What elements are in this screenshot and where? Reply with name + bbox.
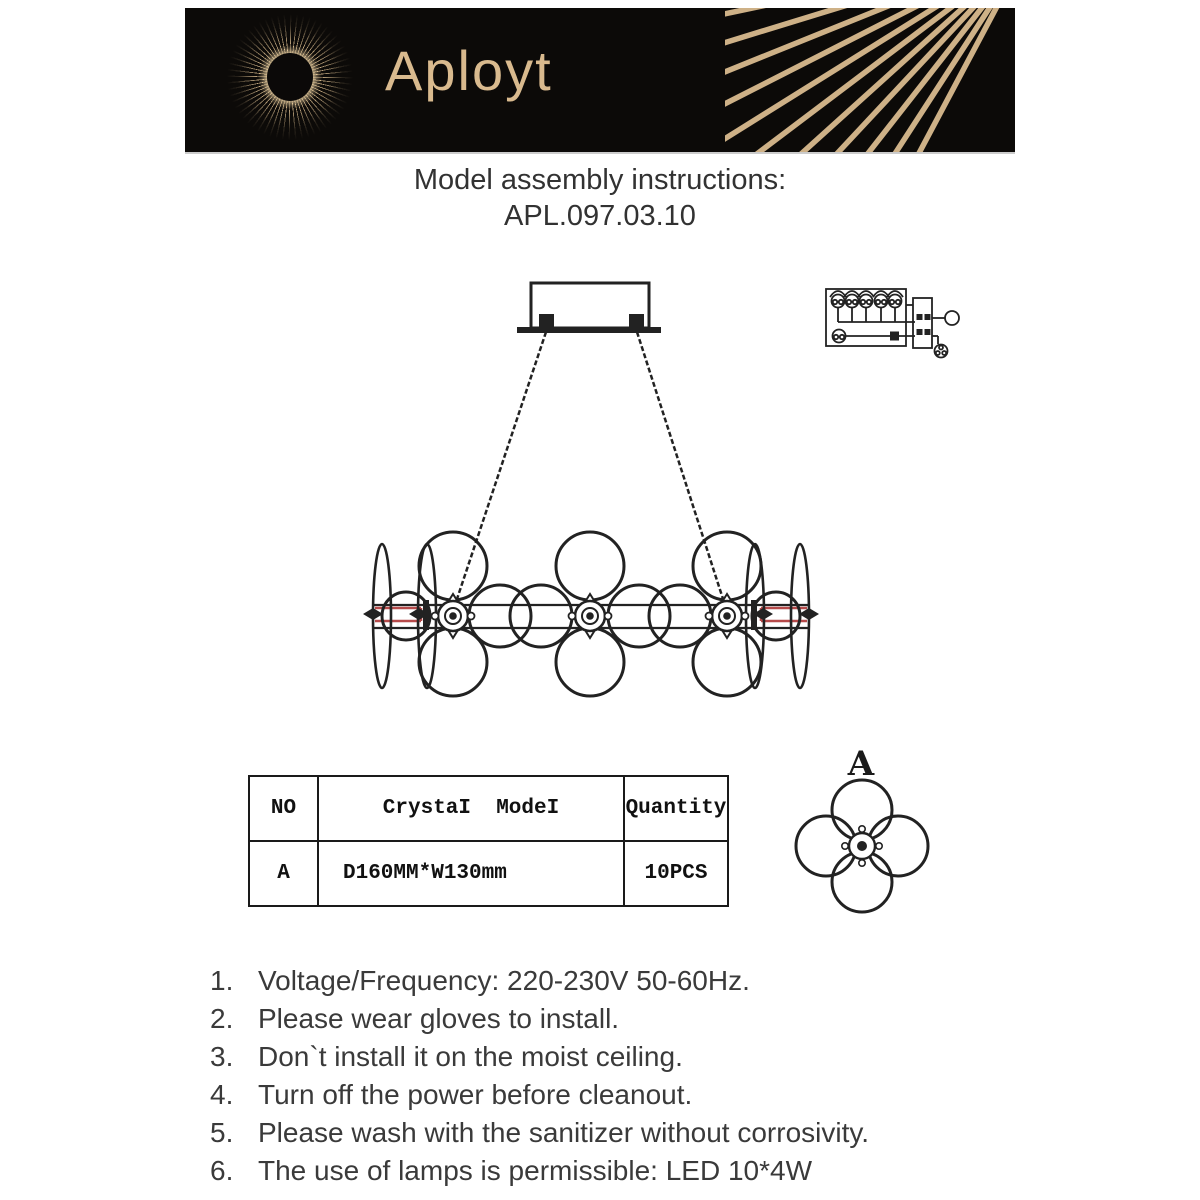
brand-banner (185, 8, 1015, 154)
instruction-number: 2. (210, 1003, 234, 1034)
crystal-figure-label: A (847, 744, 875, 784)
table-header-row (249, 776, 728, 841)
header-quantity: Quantity (624, 776, 728, 841)
instruction-item (210, 1000, 1060, 1038)
wiring-diagram (826, 289, 959, 358)
instruction-number: 6. (210, 1155, 234, 1186)
instruction-text: The use of lamps is permissible: LED 10*4W (258, 1155, 812, 1186)
instruction-text: Voltage/Frequency: 220-230V 50-60Hz. (258, 965, 750, 996)
instruction-number: 4. (210, 1079, 234, 1110)
instruction-item (210, 1152, 1060, 1190)
brand-name: Aployt (385, 39, 553, 102)
instruction-item (210, 1114, 1060, 1152)
instructions-list (210, 962, 1060, 1190)
instruction-text: Turn off the power before cleanout. (258, 1079, 693, 1110)
cell-no: A (249, 841, 318, 906)
cell-quantity: 10PCS (624, 841, 728, 906)
title-line1: Model assembly instructions: (413, 164, 787, 196)
header-no: NO (249, 776, 318, 841)
instruction-text: Please wash with the sanitizer without corrosivity. (258, 1117, 870, 1148)
chandelier-assembly-diagram (330, 265, 990, 715)
instruction-number: 3. (210, 1041, 234, 1072)
instruction-number: 1. (210, 965, 234, 996)
suspension-cables (457, 332, 723, 599)
instruction-item (210, 1038, 1060, 1076)
parts-table (248, 775, 729, 907)
header-model: CrystaI ModeI (318, 776, 624, 841)
instruction-text: Don`t install it on the moist ceiling. (258, 1041, 683, 1072)
instruction-item (210, 1076, 1060, 1114)
starburst-logo-icon (227, 14, 353, 140)
instruction-item (210, 962, 1060, 1000)
chandelier-ring (363, 532, 819, 696)
title-line2: APL.097.03.10 (504, 200, 696, 232)
cell-model: D160MM*W130mm (318, 841, 624, 906)
instruction-number: 5. (210, 1117, 234, 1148)
crystal-a-figure (790, 735, 940, 935)
ceiling-canopy (517, 283, 661, 330)
crystal-figure-hub (842, 826, 882, 866)
flower-hubs (432, 594, 749, 638)
instruction-text: Please wear gloves to install. (258, 1003, 620, 1034)
table-row (249, 841, 728, 906)
document-title (0, 162, 1200, 234)
corner-rays-icon (725, 8, 1015, 154)
